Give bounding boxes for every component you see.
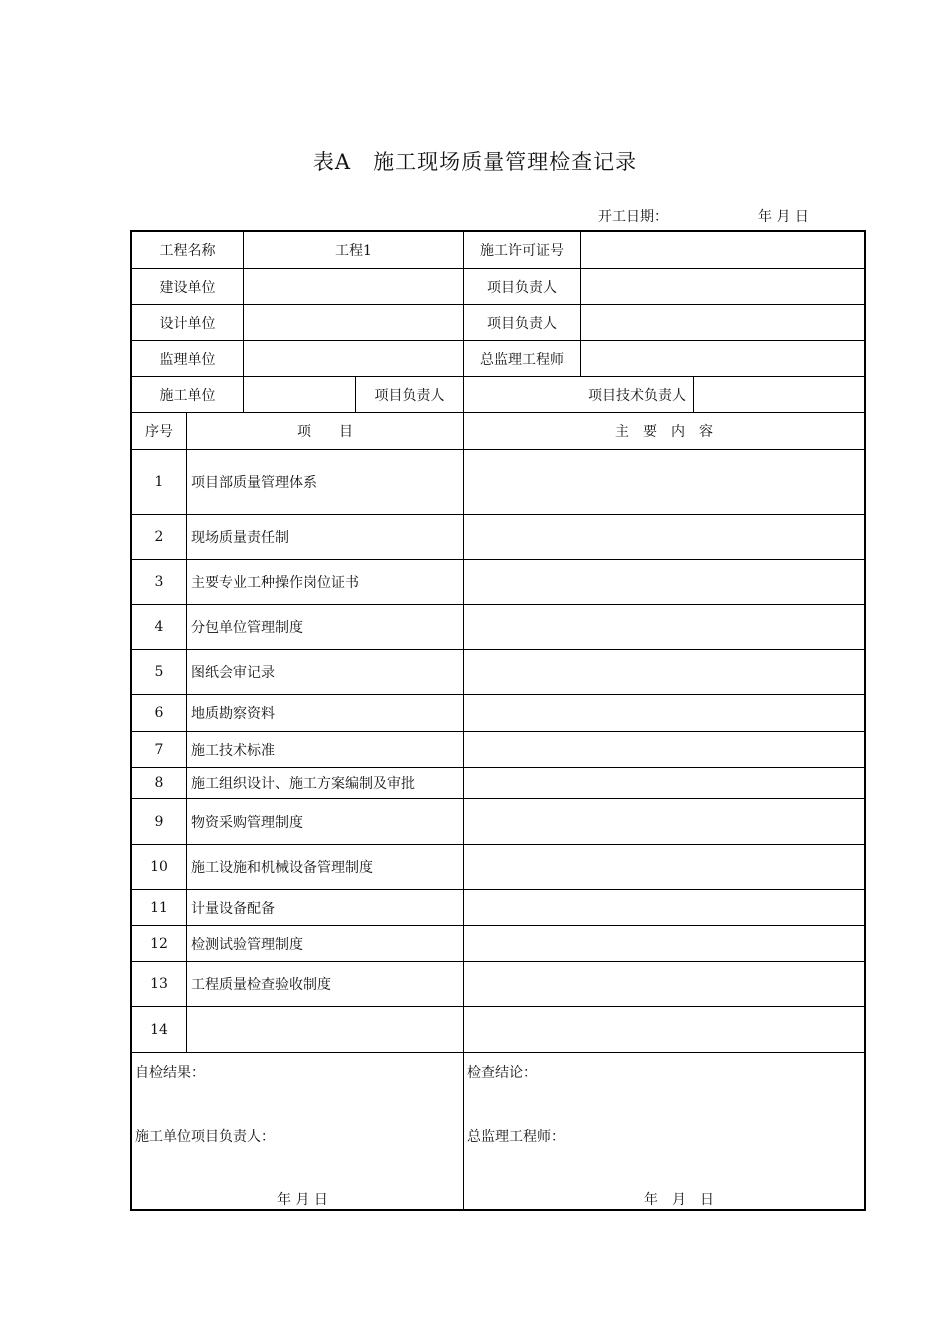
column-content: 主 要 内 容 bbox=[615, 424, 713, 440]
chief-supervisor-label: 总监理工程师 bbox=[480, 351, 564, 368]
self-check-label: 自检结果： bbox=[135, 1065, 205, 1081]
left-sign-date: 年 月 日 bbox=[277, 1192, 328, 1208]
builder-label: 建设单位 bbox=[159, 279, 216, 296]
row-no: 9 bbox=[154, 813, 164, 830]
row-no: 14 bbox=[150, 1021, 168, 1038]
row-no: 1 bbox=[154, 474, 164, 490]
row-item: 施工设施和机械设备管理制度 bbox=[191, 860, 373, 876]
row-no: 13 bbox=[150, 976, 168, 992]
permit-label: 施工许可证号 bbox=[480, 243, 564, 259]
project-name-label: 工程名称 bbox=[159, 243, 216, 259]
row-item: 计量设备配备 bbox=[191, 900, 275, 917]
row-item: 图纸会审记录 bbox=[191, 665, 275, 681]
start-date-ymd: 年 月 日 bbox=[758, 209, 809, 225]
project-name-value: 工程1 bbox=[335, 243, 372, 259]
row-item: 施工组织设计、施工方案编制及审批 bbox=[191, 776, 415, 792]
row-no: 11 bbox=[150, 899, 168, 916]
row-item: 分包单位管理制度 bbox=[191, 620, 303, 636]
start-date-label: 开工日期： bbox=[598, 209, 668, 225]
row-item: 地质勘察资料 bbox=[191, 706, 275, 722]
row-no: 4 bbox=[154, 619, 164, 635]
design-label: 设计单位 bbox=[159, 315, 216, 332]
inspection-label: 检查结论： bbox=[467, 1065, 537, 1081]
column-no: 序号 bbox=[145, 424, 173, 440]
row-item: 项目部质量管理体系 bbox=[191, 475, 317, 491]
row-no: 5 bbox=[154, 664, 164, 680]
row-item: 检测试验管理制度 bbox=[191, 936, 303, 953]
inspection-table bbox=[130, 230, 866, 1211]
row-no: 6 bbox=[154, 705, 164, 721]
row-no: 10 bbox=[150, 859, 168, 875]
start-date-line bbox=[598, 206, 809, 226]
construction-label: 施工单位 bbox=[159, 387, 216, 404]
row-item: 物资采购管理制度 bbox=[191, 814, 303, 831]
design-manager-label: 项目负责人 bbox=[487, 315, 557, 332]
row-item: 现场质量责任制 bbox=[191, 530, 289, 546]
page-title: 表A 施工现场质量管理检查记录 bbox=[312, 150, 638, 174]
contractor-manager-label: 施工单位项目负责人： bbox=[135, 1129, 275, 1145]
chief-supervisor-sign-label: 总监理工程师： bbox=[467, 1129, 565, 1145]
row-item: 主要专业工种操作岗位证书 bbox=[191, 575, 359, 591]
row-item: 工程质量检查验收制度 bbox=[191, 977, 331, 993]
supervision-label: 监理单位 bbox=[159, 351, 216, 368]
row-no: 12 bbox=[150, 935, 168, 952]
tech-manager-label: 项目技术负责人 bbox=[588, 387, 686, 404]
row-no: 8 bbox=[154, 775, 164, 791]
row-no: 3 bbox=[154, 574, 164, 590]
builder-manager-label: 项目负责人 bbox=[487, 279, 557, 296]
row-item: 施工技术标准 bbox=[191, 742, 275, 759]
column-item: 项 目 bbox=[297, 424, 353, 440]
row-no: 2 bbox=[154, 529, 164, 545]
row-item bbox=[187, 1007, 463, 1052]
construction-manager-label: 项目负责人 bbox=[374, 387, 445, 404]
row-no: 7 bbox=[154, 741, 164, 758]
right-sign-date: 年 月 日 bbox=[644, 1192, 714, 1208]
